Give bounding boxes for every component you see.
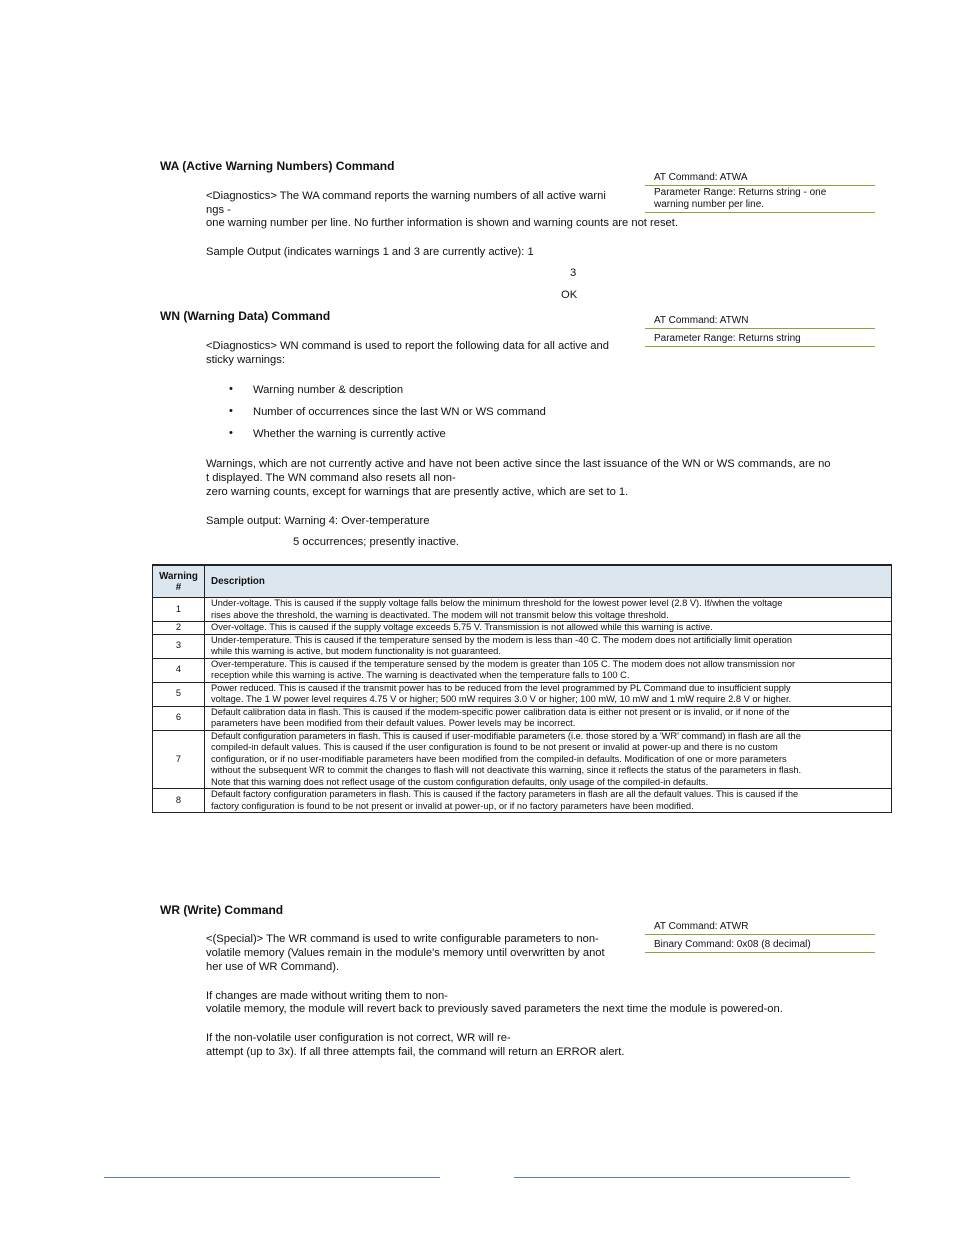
description-line: parameters have been modified from their default values. Power levels may be incorrect. <box>211 718 576 728</box>
table-row <box>153 706 892 730</box>
warning-number-cell: 7 <box>153 730 205 789</box>
wr-para-line-4: attempt (up to 3x). If all three attempts fail, the command will return an ERROR alert. <box>206 1046 625 1058</box>
warning-number-cell: 5 <box>153 682 205 706</box>
wa-heading: WA (Active Warning Numbers) Command <box>160 159 395 173</box>
wr-at-command: AT Command: ATWR <box>645 921 875 935</box>
warning-description-cell <box>205 682 892 706</box>
description-line: Note that this warning does not reflect usage of the custom configuration defaults, only usage of the compiled-in defaults. <box>211 776 709 787</box>
wn-bullet-3: Whether the warning is currently active <box>253 428 446 440</box>
bullet-dot: • <box>229 383 233 395</box>
warning-description-cell <box>205 730 892 789</box>
header-description: Description <box>205 565 892 598</box>
wn-heading: WN (Warning Data) Command <box>160 309 331 323</box>
warning-description-cell <box>205 622 892 635</box>
description-line: compiled-in default values. This is caused if the user configuration is found to be not present or invalid at power-up and there is no custom <box>211 742 778 752</box>
description-line: Over-temperature. This is caused if the temperature sensed by the modem is greater than 105 C. The modem does not allow transmission nor <box>211 658 796 669</box>
table-header-row <box>153 565 892 598</box>
description-line: Default factory configuration parameters in flash. This is caused if the factory parameters in flash are all the default values. This is caused if the <box>211 789 799 799</box>
wn-sample-line-2: 5 occurrences; presently inactive. <box>293 536 460 548</box>
wr-heading: WR (Write) Command <box>160 903 284 917</box>
footer-rule-left <box>104 1177 440 1178</box>
wn-para-line-2: t displayed. The WN command also resets all non- <box>206 472 456 484</box>
wn-parameter-range: Parameter Range: Returns string <box>645 329 875 347</box>
wa-sample-output-line-2: 3 <box>570 267 577 279</box>
warning-number-cell: 8 <box>153 789 205 813</box>
wr-para-line-2: volatile memory, the module will revert back to previously saved parameters the next time the module is powered-on. <box>206 1003 783 1015</box>
warning-description-cell <box>205 598 892 622</box>
wa-side-panel <box>645 172 875 213</box>
wa-body-line-2: ngs - <box>206 204 231 216</box>
warning-number-cell: 6 <box>153 706 205 730</box>
wr-body-line-2: volatile memory (Values remain in the module's memory until overwritten by anot <box>206 947 605 959</box>
warning-number-cell: 1 <box>153 598 205 622</box>
wn-body-line-2: sticky warnings: <box>206 354 285 366</box>
description-line: Default calibration data in flash. This is caused if the modem-specific power calibration data is either not present or is invalid, or if none of the <box>211 706 790 717</box>
description-line: Default configuration parameters in flash. This is caused if user-modifiable parameters (i.e. those stored by a 'WR' command) in flash are all the <box>211 730 801 741</box>
wr-para-line-3: If the non-volatile user configuration is not correct, WR will re- <box>206 1032 511 1044</box>
table-row <box>153 730 892 789</box>
footer-rule-right <box>514 1177 850 1178</box>
bullet-dot: • <box>229 405 233 417</box>
description-line: without the subsequent WR to commit the changes to flash will not deactivate this warning, since it reflects the status of the parameters in flash. <box>211 765 802 775</box>
wa-parameter-range <box>645 186 875 213</box>
warning-number-cell: 2 <box>153 622 205 635</box>
description-line: Under-voltage. This is caused if the supply voltage falls below the minimum threshold for the lowest power level (2.8 V). If/when the voltage <box>211 598 783 608</box>
warning-table-body <box>153 598 892 813</box>
wn-para-line-1: Warnings, which are not currently active and have not been active since the last issuance of the WN or WS commands, are no <box>206 458 831 470</box>
wn-bullet-1: Warning number & description <box>253 384 404 396</box>
warning-description-cell <box>205 634 892 658</box>
warning-number-cell: 3 <box>153 634 205 658</box>
warning-table <box>152 564 892 813</box>
description-line: configuration, or if no user-modifiable parameters have been modified from the compiled-in defaults. Modification of one or more parameters <box>211 753 787 764</box>
wn-bullet-2: Number of occurrences since the last WN or WS command <box>253 406 546 418</box>
table-row <box>153 658 892 682</box>
wn-para-line-3: zero warning counts, except for warnings that are presently active, which are set to 1. <box>206 486 629 498</box>
wa-body-line-3: one warning number per line. No further information is shown and warning counts are not reset. <box>206 217 678 229</box>
header-warning-number <box>153 565 205 598</box>
wr-body-line-1: <(Special)> The WR command is used to write configurable parameters to non- <box>206 933 599 945</box>
description-line: Under-temperature. This is caused if the temperature sensed by the modem is less than -40 C. The modem does not artificially limit operation <box>211 634 792 645</box>
wr-side-panel <box>645 921 875 953</box>
wa-sample-output-line-3: OK <box>561 289 578 301</box>
description-line: Over-voltage. This is caused if the supply voltage exceeds 5.75 V. Transmission is not allowed while this warning is active. <box>211 622 713 632</box>
description-line: while this warning is active, but modem functionality is not guaranteed. <box>211 646 501 656</box>
warning-description-cell <box>205 658 892 682</box>
description-line: rises above the threshold, the warning is deactivated. The modem will not transmit below this voltage threshold. <box>211 609 669 620</box>
wa-body-line-1: <Diagnostics> The WA command reports the warning numbers of all active warni <box>206 190 606 202</box>
description-line: Power reduced. This is caused if the transmit power has to be reduced from the level programmed by PL Command due to insufficient supply <box>211 682 791 693</box>
description-line: reception while this warning is active. The warning is deactivated when the temperature falls to 100 C. <box>211 670 630 680</box>
warning-number-cell: 4 <box>153 658 205 682</box>
wa-at-command: AT Command: ATWA <box>645 172 875 186</box>
wn-sample-line-1: Sample output: Warning 4: Over-temperature <box>206 515 430 527</box>
wr-binary-command: Binary Command: 0x08 (8 decimal) <box>645 935 875 953</box>
description-line: voltage. The 1 W power level requires 4.75 V or higher; 500 mW requires 3.0 V or higher; 100 mW, 10 mW and 1 mW require 2.8 V or higher. <box>211 694 792 704</box>
wa-parameter-range-line-1: Parameter Range: Returns string - one <box>654 187 827 198</box>
table-row <box>153 789 892 813</box>
table-row <box>153 634 892 658</box>
description-line: factory configuration is found to be not present or invalid at power-up, or if no factory parameters have been modified. <box>211 800 694 811</box>
header-number-sign: # <box>175 581 182 593</box>
bullet-dot: • <box>229 427 233 439</box>
wr-body-line-3: her use of WR Command). <box>206 961 340 973</box>
warning-description-cell <box>205 706 892 730</box>
wn-at-command: AT Command: ATWN <box>645 315 875 329</box>
wa-sample-output: Sample Output (indicates warnings 1 and 3 are currently active): 1 <box>206 246 534 258</box>
table-row <box>153 682 892 706</box>
table-row <box>153 622 892 635</box>
wn-body-line-1: <Diagnostics> WN command is used to report the following data for all active and <box>206 340 609 352</box>
wa-parameter-range-line-2: warning number per line. <box>654 199 765 210</box>
warning-description-cell <box>205 789 892 813</box>
wn-side-panel <box>645 315 875 347</box>
table-row <box>153 598 892 622</box>
wr-para-line-1: If changes are made without writing them to non- <box>206 990 448 1002</box>
header-warning-label: Warning <box>159 570 198 582</box>
